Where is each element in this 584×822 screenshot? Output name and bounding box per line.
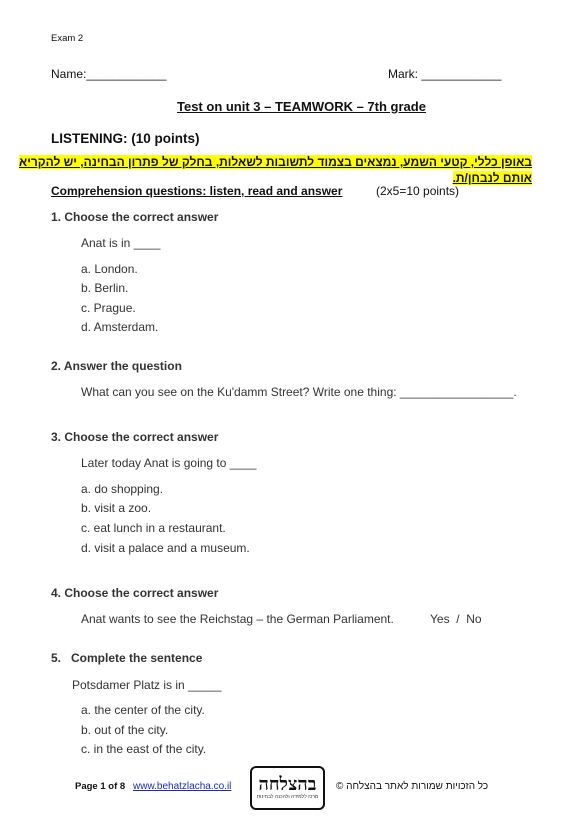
- logo-main-text: בהצלחה: [258, 773, 317, 795]
- question-4-prompt: Anat wants to see the Reichstag – the German Parliament.: [81, 612, 394, 626]
- question-5-prompt: Potsdamer Platz is in _____: [72, 678, 222, 692]
- question-5-option-b: b. out of the city.: [81, 723, 169, 737]
- question-1-option-b: b. Berlin.: [81, 281, 129, 295]
- mark-field-label: Mark: ____________: [388, 67, 502, 81]
- question-1-option-c: c. Prague.: [81, 301, 136, 315]
- question-1-title: 1. Choose the correct answer: [51, 210, 219, 224]
- question-3-option-d: d. visit a palace and a museum.: [81, 541, 250, 555]
- question-3-option-c: c. eat lunch in a restaurant.: [81, 521, 226, 535]
- listening-heading: LISTENING: (10 points): [51, 131, 200, 146]
- points-label: (2x5=10 points): [376, 184, 460, 198]
- question-2-title: 2. Answer the question: [51, 359, 182, 373]
- name-field-label: Name:____________: [51, 67, 167, 81]
- question-3-prompt: Later today Anat is going to ____: [81, 456, 257, 470]
- footer-page-number: Page 1 of 8: [75, 781, 126, 792]
- logo-sub-text: מרכז ללמידה ולהכנה לבחינות: [256, 793, 319, 800]
- behatzlacha-logo: [250, 766, 325, 810]
- question-1-option-a: a. London.: [81, 262, 138, 276]
- hebrew-note-line2: אותם לנבחן/ת.: [452, 171, 532, 185]
- footer-rights: כל הזכויות שמורות לאתר בהצלחה ©: [336, 781, 489, 792]
- question-1-prompt: Anat is in ____: [81, 236, 161, 250]
- question-5-option-a: a. the center of the city.: [81, 703, 205, 717]
- exam-label: Exam 2: [51, 33, 84, 44]
- question-2-prompt: What can you see on the Ku'damm Street? Write one thing: _________________.: [81, 385, 517, 399]
- question-5-title: 5. Complete the sentence: [51, 651, 203, 665]
- hebrew-note-line1: באופן כללי, קטעי השמע, נמצאים בצמוד לתשובות לשאלות, בחלק של פתרון הבחינה, יש להקריא: [19, 155, 532, 169]
- footer-website-link[interactable]: www.behatzlacha.co.il: [133, 781, 232, 792]
- question-4-title: 4. Choose the correct answer: [51, 586, 219, 600]
- comprehension-heading: Comprehension questions: listen, read and answer: [51, 184, 343, 198]
- question-1-option-d: d. Amsterdam.: [81, 320, 159, 334]
- question-5-option-c: c. in the east of the city.: [81, 742, 207, 756]
- question-4-yes-no: Yes / No: [430, 612, 482, 626]
- question-3-title: 3. Choose the correct answer: [51, 430, 219, 444]
- page-title: Test on unit 3 – TEAMWORK – 7th grade: [177, 99, 426, 114]
- question-3-option-a: a. do shopping.: [81, 482, 164, 496]
- question-3-option-b: b. visit a zoo.: [81, 501, 152, 515]
